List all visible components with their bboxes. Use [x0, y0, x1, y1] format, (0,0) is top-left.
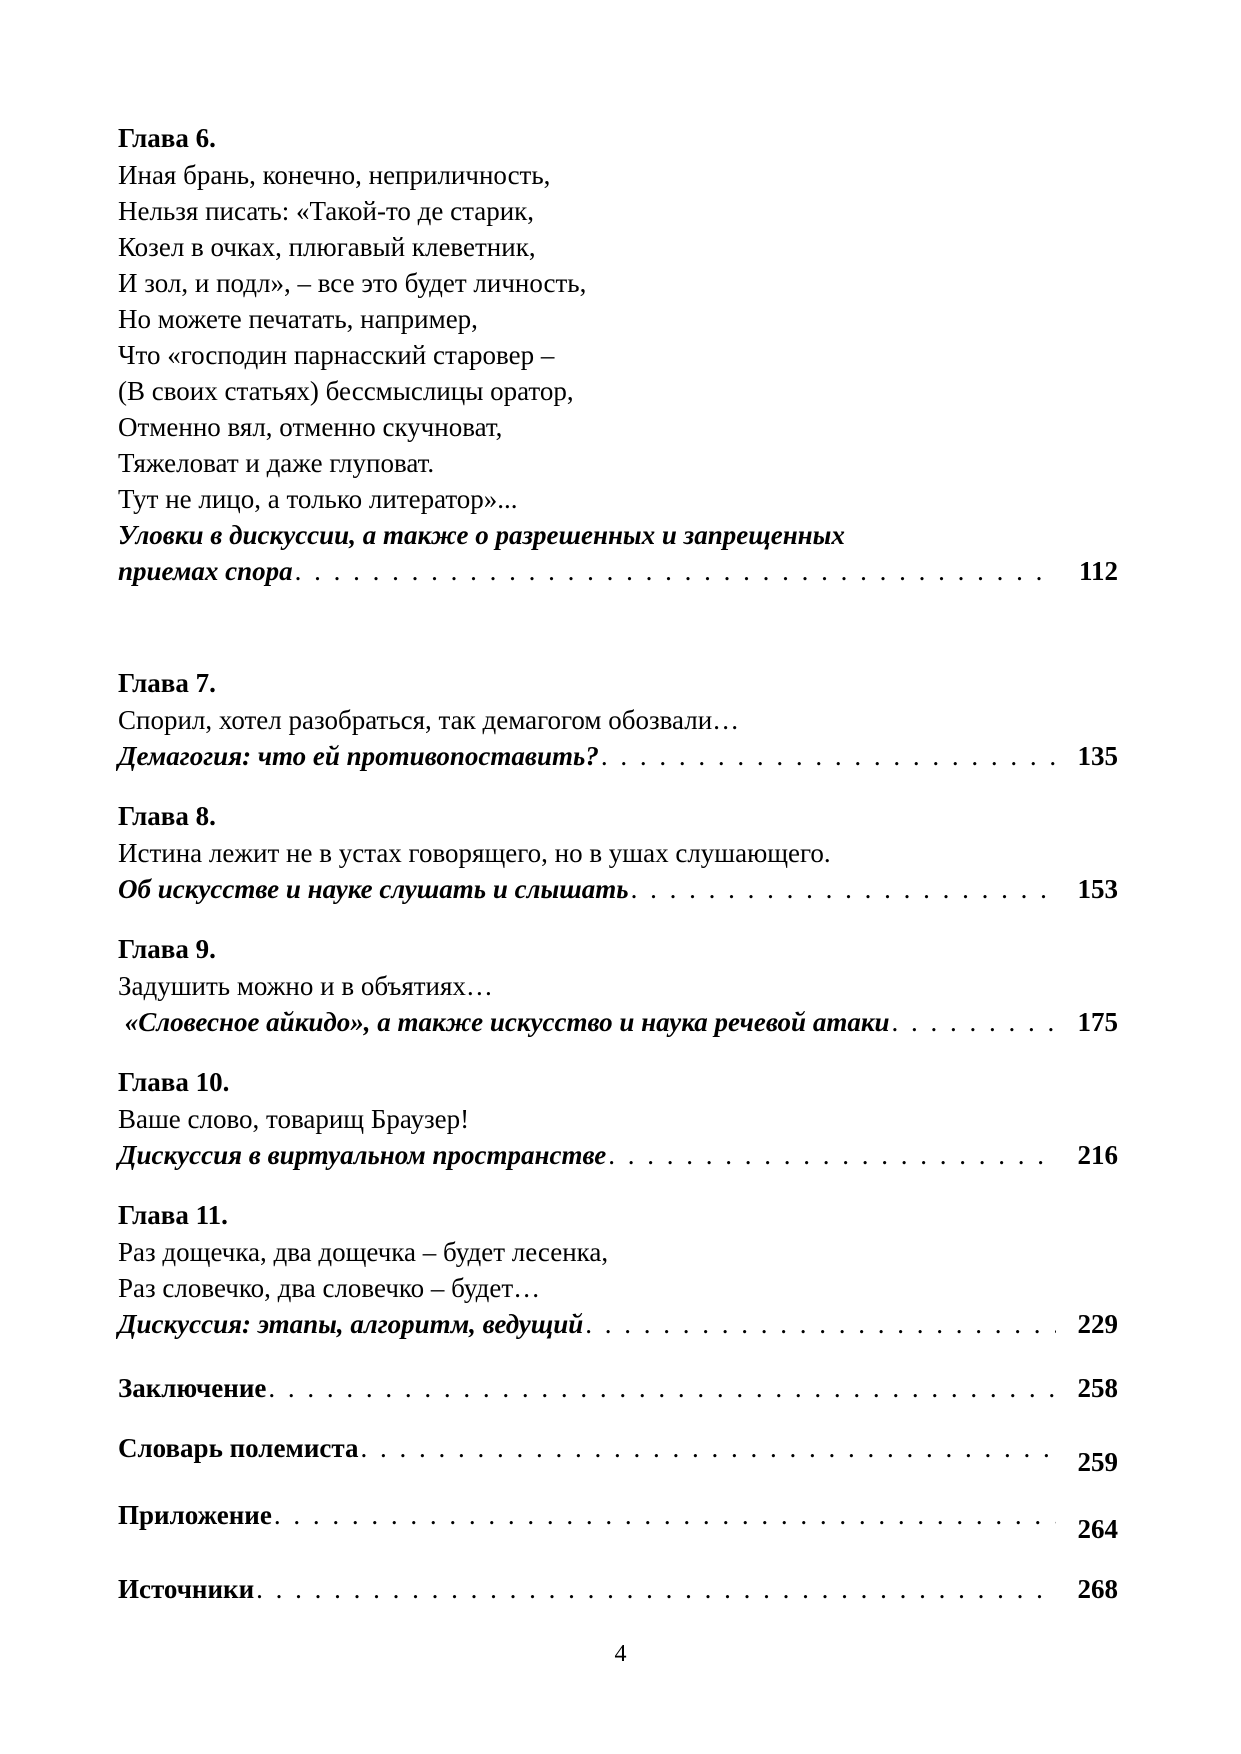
epigraph-line: Но можете печатать, например, — [118, 304, 478, 334]
page-number: 153 — [1077, 874, 1118, 904]
toc-entry[interactable] — [118, 1306, 1118, 1342]
chapter-heading: Глава 10. — [118, 1067, 230, 1097]
epigraph-line: И зол, и подл», – все это будет личность, — [118, 268, 587, 298]
epigraph-line: Спорил, хотел разобраться, так демагогом обозвали… — [118, 705, 740, 735]
toc-chapter-8 — [118, 797, 1118, 907]
page-number: 229 — [1077, 1309, 1118, 1339]
epigraph-line: Задушить можно и в объятиях… — [118, 971, 493, 1001]
toc-section-conclusion — [118, 1370, 1118, 1406]
page-number: 112 — [1078, 556, 1118, 586]
dot-leader — [608, 1137, 1056, 1173]
dot-leader — [360, 1430, 1056, 1466]
section-title: Словарь полемиста — [118, 1433, 359, 1463]
toc-entry[interactable] — [118, 1430, 1118, 1477]
epigraph-line: Ваше слово, товарищ Браузер! — [118, 1104, 470, 1134]
epigraph-line: (В своих статьях) бессмыслицы оратор, — [118, 376, 574, 406]
toc-section-sources — [118, 1571, 1118, 1607]
chapter-heading: Глава 8. — [118, 801, 216, 831]
dot-leader — [274, 1497, 1056, 1533]
toc-entry[interactable] — [118, 871, 1118, 907]
toc-chapter-9 — [118, 930, 1118, 1040]
chapter-heading: Глава 7. — [118, 668, 216, 698]
chapter-heading: Глава 11. — [118, 1200, 228, 1230]
chapter-title: Об искусстве и науке слушать и слышать — [118, 874, 629, 904]
page-number: 268 — [1077, 1574, 1118, 1604]
dot-leader — [268, 1370, 1056, 1406]
section-title: Заключение — [118, 1373, 267, 1403]
epigraph-line: Тяжеловат и даже глуповат. — [118, 448, 435, 478]
epigraph-line: Раз дощечка, два дощечка – будет лесенка, — [118, 1237, 609, 1267]
chapter-title-line-1: Уловки в дискуссии, а также о разрешенных и запрещенных — [118, 520, 845, 550]
chapter-heading: Глава 6. — [118, 123, 216, 153]
toc-entry[interactable] — [118, 738, 1118, 774]
section-title: Источники — [118, 1574, 255, 1604]
dot-leader — [585, 1306, 1056, 1342]
toc-entry[interactable] — [118, 1497, 1118, 1544]
chapter-title: Дискуссия: этапы, алгоритм, ведущий — [118, 1309, 584, 1339]
page-number: 135 — [1077, 741, 1118, 771]
page-number: 175 — [1077, 1007, 1118, 1037]
dot-leader — [295, 553, 1056, 589]
toc-entry[interactable] — [118, 1571, 1118, 1607]
epigraph-line: Отменно вял, отменно скучноват, — [118, 412, 503, 442]
epigraph-line: Нельзя писать: «Такой-то де старик, — [118, 196, 535, 226]
page-number: 216 — [1077, 1140, 1118, 1170]
dot-leader — [256, 1571, 1056, 1607]
dot-leader — [892, 1004, 1056, 1040]
toc-entry[interactable] — [118, 553, 1118, 589]
epigraph-line: Тут не лицо, а только литератор»... — [118, 484, 518, 514]
toc-entry[interactable] — [118, 1004, 1118, 1040]
page-number: 259 — [1077, 1447, 1118, 1477]
dot-leader — [601, 738, 1056, 774]
dot-leader — [631, 871, 1056, 907]
chapter-title: Дискуссия в виртуальном пространстве — [118, 1140, 607, 1170]
epigraph-line: Истина лежит не в устах говорящего, но в ушах слушающего. — [118, 838, 831, 868]
toc-chapter-7 — [118, 664, 1118, 774]
epigraph-line: Козел в очках, плюгавый клеветник, — [118, 232, 536, 262]
section-title: Приложение — [118, 1500, 272, 1530]
chapter-title: «Словесное айкидо», а также искусство и наука речевой атаки — [118, 1007, 890, 1037]
toc-entry[interactable] — [118, 1370, 1118, 1406]
page-number: 258 — [1077, 1373, 1118, 1403]
toc-chapter-11 — [118, 1196, 1118, 1342]
epigraph-line: Иная брань, конечно, неприличность, — [118, 160, 551, 190]
toc-chapter-6 — [118, 119, 1118, 589]
toc-section-appendix — [118, 1497, 1118, 1544]
epigraph-line: Что «господин парнасский старовер – — [118, 340, 555, 370]
page-number: 264 — [1077, 1514, 1118, 1544]
chapter-title: Демагогия: что ей противопоставить? — [118, 741, 599, 771]
toc-entry[interactable] — [118, 1137, 1118, 1173]
chapter-heading: Глава 9. — [118, 934, 216, 964]
chapter-title: приемах спора — [118, 556, 293, 586]
page-footer-number: 4 — [614, 1641, 627, 1667]
epigraph-line: Раз словечко, два словечко – будет… — [118, 1273, 541, 1303]
toc-section-glossary — [118, 1430, 1118, 1477]
toc-chapter-10 — [118, 1063, 1118, 1173]
